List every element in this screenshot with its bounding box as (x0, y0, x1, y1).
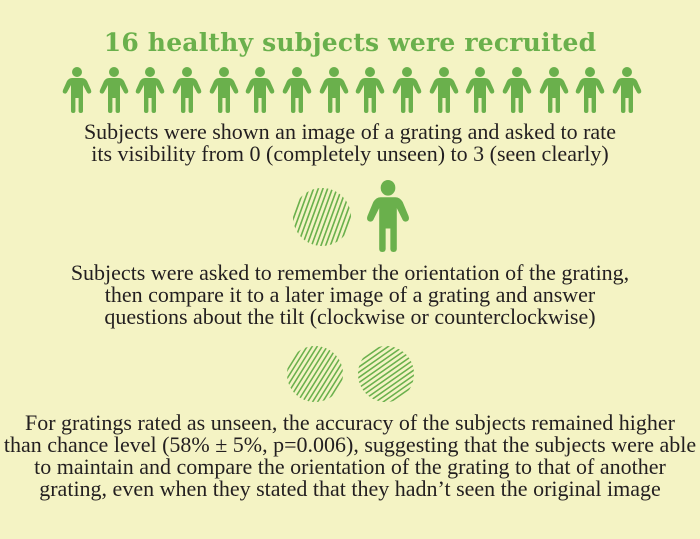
intro-line: Subjects were shown an image of a grating and asked to rate (83, 119, 617, 144)
person-icon (392, 67, 422, 113)
grating-icon (357, 345, 415, 403)
person-icon (62, 67, 92, 113)
task-line: questions about the tilt (clockwise or counterclockwise) (104, 304, 596, 329)
task-text (0, 262, 700, 328)
task-line: Subjects were asked to remember the orientation of the grating, (70, 260, 630, 285)
result-line: For gratings rated as unseen, the accuracy of the subjects remained higher (25, 410, 675, 435)
people-row (62, 67, 642, 113)
intro-text (0, 121, 700, 165)
person-icon (575, 67, 605, 113)
person-icon (209, 67, 239, 113)
person-icon (429, 67, 459, 113)
intro-line: its visibility from 0 (completely unseen) to 3 (seen clearly) (91, 141, 609, 166)
grating-icon (286, 345, 344, 403)
person-icon (282, 67, 312, 113)
title: 16 healthy subjects were recruited (103, 28, 597, 57)
task-line: then compare it to a later image of a grating and answer (104, 282, 596, 307)
person-icon (135, 67, 165, 113)
person-icon (502, 67, 532, 113)
grating-icon (292, 187, 352, 247)
result-line: grating, even when they stated that they hadn’t seen the original image (39, 476, 661, 501)
result-line: than chance level (58% ± 5%, p=0.006), suggesting that the subjects were able (3, 432, 697, 457)
person-icon (319, 67, 349, 113)
person-icon (366, 180, 410, 252)
person-icon (172, 67, 202, 113)
result-line: to maintain and compare the orientation of the grating to that of another (34, 454, 666, 479)
person-icon (355, 67, 385, 113)
person-icon (465, 67, 495, 113)
result-text (0, 412, 700, 500)
person-icon (539, 67, 569, 113)
person-icon (612, 67, 642, 113)
person-icon (99, 67, 129, 113)
person-icon (245, 67, 275, 113)
